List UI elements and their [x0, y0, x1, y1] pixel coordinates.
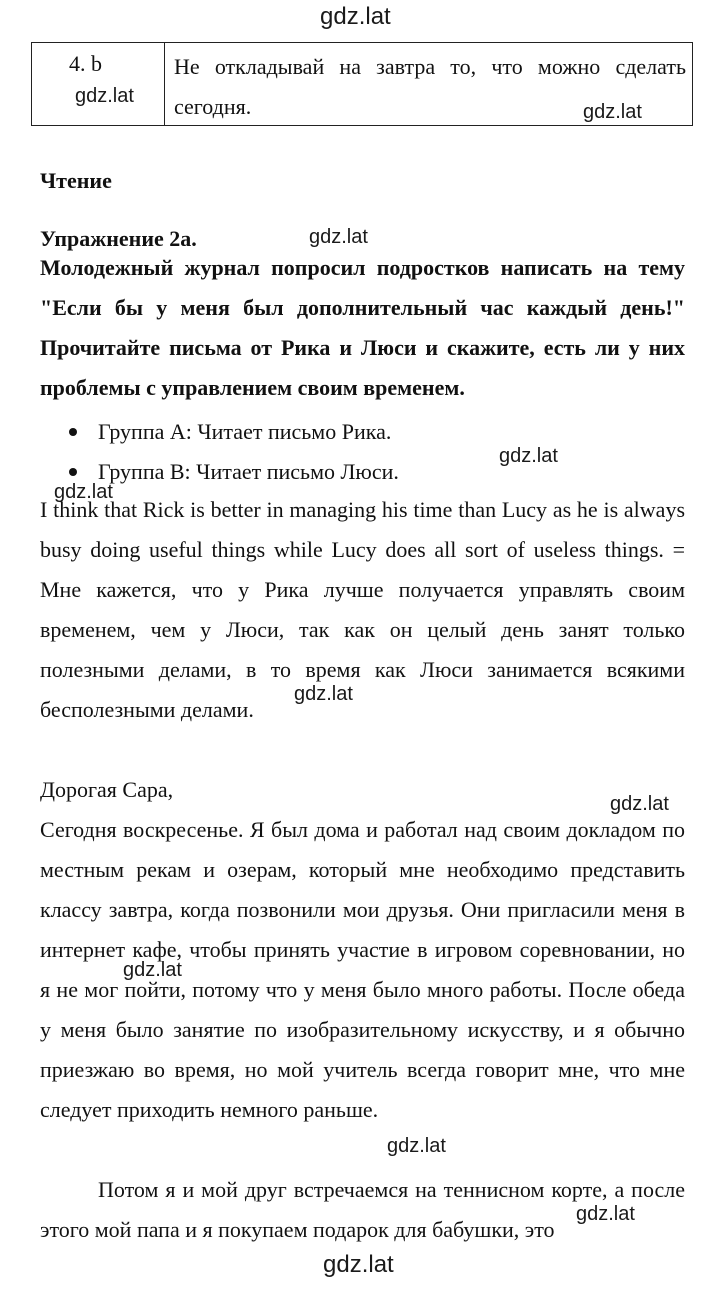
watermark: gdz.lat — [75, 85, 134, 107]
watermark: gdz.lat — [583, 101, 642, 123]
watermark: gdz.lat — [320, 3, 391, 30]
watermark: gdz.lat — [610, 793, 669, 815]
watermark: gdz.lat — [294, 683, 353, 705]
group-list — [40, 412, 685, 492]
watermark: gdz.lat — [499, 445, 558, 467]
watermark: gdz.lat — [576, 1203, 635, 1225]
letter-paragraph: Сегодня воскресенье. Я был дома и работал над своим докладом по местным рекам и озерам, который мне необходимо представить классу завтра, когда позвонили мои друзья. Они пригласили меня в интернет кафе, чтобы принять участие в игровом соревновании, но я не мог пойти, потому что у меня было много работы. После обеда у меня было занятие по изобразительному искусству, и я обычно приезжаю во время, но мой учитель всегда говорит мне, что мне следует приходить немного раньше. — [40, 817, 685, 1122]
exercise-label: Упражнение 2a. — [40, 226, 197, 251]
letter-paragraph: Потом я и мой друг встречаемся на теннисном корте, а после этого мой папа и я покупаем подарок для бабушки, это — [40, 1177, 685, 1242]
watermark: gdz.lat — [123, 959, 182, 981]
watermark: gdz.lat — [387, 1135, 446, 1157]
answer-number: 4. b — [69, 51, 102, 76]
watermark: gdz.lat — [54, 481, 113, 503]
watermark: gdz.lat — [309, 226, 368, 248]
watermark: gdz.lat — [323, 1251, 394, 1278]
list-item: Группа А: Читает письмо Рика. — [40, 412, 685, 452]
exercise-instruction: Молодежный журнал попросил подростков написать на тему "Если бы у меня был дополнительный час каждый день!" Прочитайте письма от Рика и Люси и скажите, есть ли у них проблемы с управлением своим временем. — [40, 255, 685, 400]
answer-number-cell — [32, 43, 165, 125]
answer-table — [31, 42, 693, 126]
proverb-translation: Не откладывай на завтра то, что можно сделать сегодня. — [174, 54, 686, 119]
list-item: Группа В: Читает письмо Люси. — [40, 452, 685, 492]
exercise-answer: I think that Rick is better in managing his time than Lucy as he is always busy doing useful things while Lucy does all sort of useless things. = Мне кажется, что у Рика лучше получается управлять своим временем, чем у Люси, так как он целый день занят только полезными делами, в то время как Люси занимается всякими бесполезными делами. — [40, 497, 685, 722]
section-title: Чтение — [40, 168, 112, 193]
letter-greeting: Дорогая Сара, — [40, 777, 174, 802]
